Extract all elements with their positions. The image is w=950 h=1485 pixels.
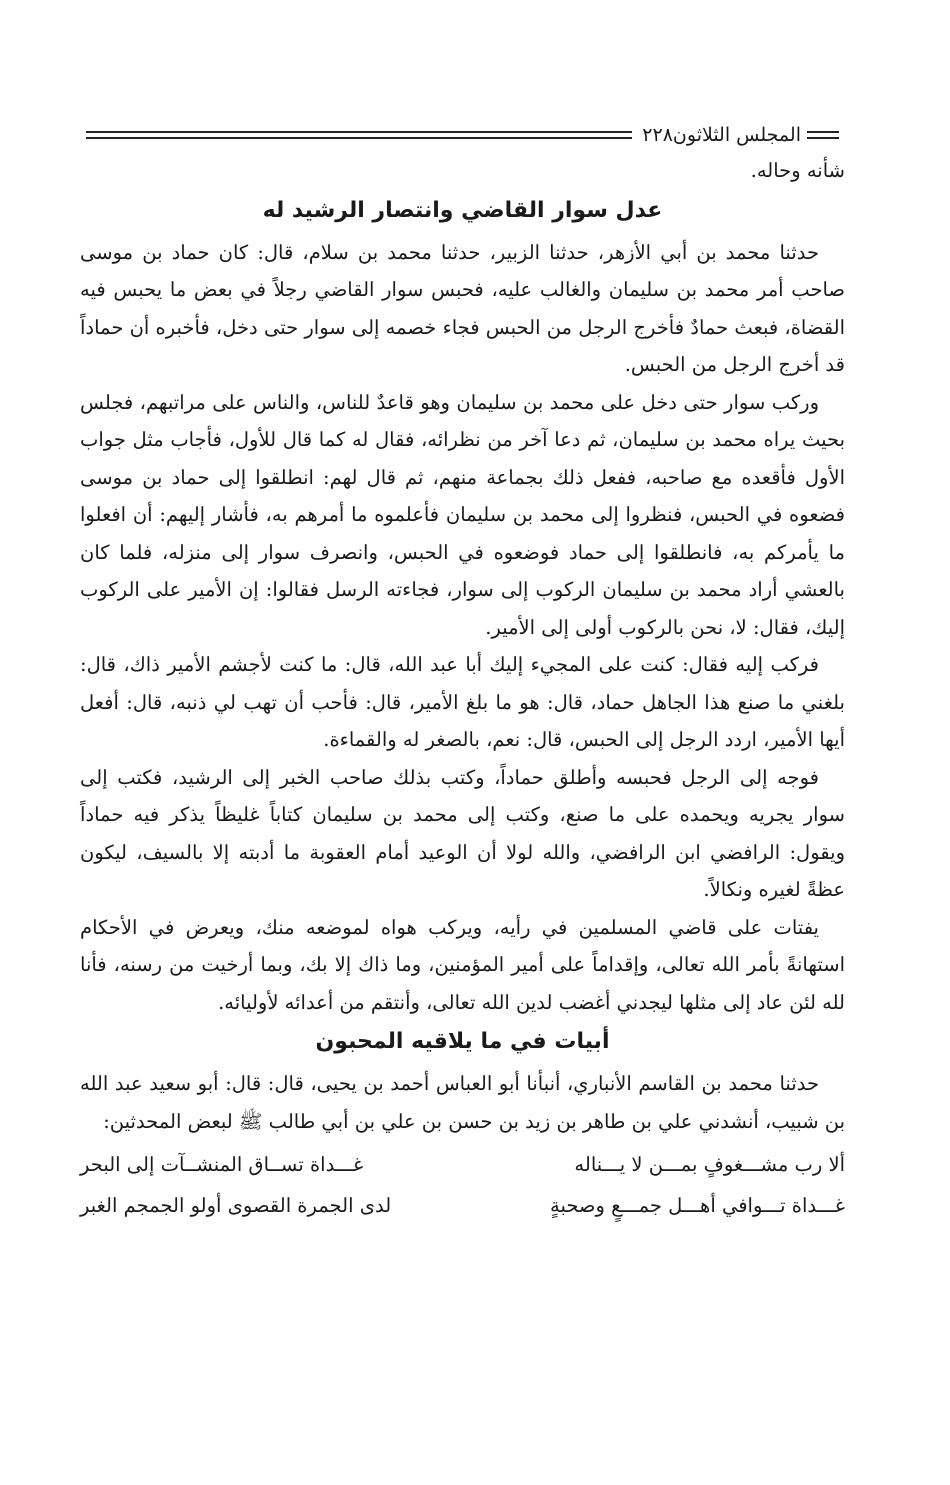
page-number: ٢٢٨ [642,124,673,146]
second-hemistich [80,1144,447,1185]
header-left-group [80,124,673,146]
section-heading-verses: أبيات في ما يلاقيه المحبون [315,1029,610,1054]
verse-line [80,1185,845,1226]
paragraph: يفتات على قاضي المسلمين في رأيه، ويركب هواه لموضعه منك، ويعرض في الأحكام استهانةً بأمر الله تعالى، وإقداماً على أمير المؤمنين، وما ذاك إلا بك، وبما أرخيت من رسنه، فأنا لله لئن عاد إلى مثلها ليجدني أغضب لدين الله تعالى، وأنتقم من أعدائه لأوليائه. [80,915,845,1014]
paragraph: حدثنا محمد بن أبي الأزهر، حدثنا الزبير، حدثنا محمد بن سلام، قال: كان حماد بن موسى صاحب أمر محمد بن سليمان والغالب عليه، فحبس سوار القاضي رجلاً في بعض ما يحبس فيه القضاة، فبعث حمادٌ فأخرج الرجل من الحبس فجاء خصمه إلى سوار حتى دخل، فأخبره أن حماداً قد أخرج الرجل من الحبس. [80,240,845,376]
paragraph: فركب إليه فقال: كنت على المجيء إليك أبا عبد الله، قال: ما كنت لأجشم الأمير ذاك، قال: بلغني ما صنع هذا الجاهل حماد، قال: هو ما بلغ الأمير، قال: فأحب أن تهب لي ذنبه، قال: أفعل أيها الأمير، اردد الرجل إلى الحبس، قال: نعم، بالصغر له والقماءة. [80,653,845,751]
running-header [80,118,845,152]
second-hemistich-text: لدى الجمرة القصوى أولو الجمجم الغبر [80,1194,392,1217]
paragraph: حدثنا محمد بن القاسم الأنباري، أنبأنا أبو العباس أحمد بن يحيى، قال: قال: أبو سعيد عبد الله بن شبيب، أنشدني علي بن طاهر بن زيد بن حسن بن علي بن أبي طالب ﷺ لبعض المحدثين: [80,1072,845,1133]
verse-line [80,1144,845,1185]
header-rule-short [807,131,839,139]
first-hemistich: ألا رب مشـــغوفٍ بمـــن لا يـــناله [574,1153,845,1176]
second-hemistich-text: غـــداة تســاق المنشــآت إلى البحر [80,1153,364,1176]
paragraph: وركب سوار حتى دخل على محمد بن سليمان وهو قاعدٌ للناس، والناس على مراتبهم، فجلس بحيث يراه محمد بن سليمان، ثم دعا آخر من نظرائه، فقال له كما قال للأول، فأجاب مثل جواب الأول فأقعده مع صاحبه، ففعل ذلك بجماعة منهم، ثم قال لهم: انطلقوا إلى حماد بن موسى فضعوه في الحبس، فنظروا إلى محمد بن سليمان فأعلموه ما أمرهم به، فأشار إليهم: أن افعلوا ما يأمركم به، فانطلقوا إلى حماد فوضعوه في الحبس، وانصرف سوار إلى منزله، فلما كان بالعشي أراد محمد بن سليمان الركوب إلى سوار، فجاءته الرسل فقالوا: إن الأمير على الركوب إليك، فقال: لا، نحن بالركوب أولى إلى الأمير. [80,390,845,639]
first-hemistich: غـــداة تـــوافي أهـــل جمـــعٍ وصحبةٍ [550,1194,845,1217]
paragraph: فوجه إلى الرجل فحبسه وأطلق حماداً، وكتب بذلك صاحب الخبر إلى الرشيد، فكتب إلى سوار يجريه ويحمده على ما صنع، وكتب إلى محمد بن سليمان كتاباً غليظاً يذكر فيه حماداً ويقول: الرافضي ابن الرافضي، والله لولا أن الوعيد أمام العقوبة ما أدبته إلا بالسيف، ليكون عظةً لغيره ونكالاً. [80,765,845,901]
book-page [80,118,845,1226]
poem [80,1144,845,1226]
intro-line: شأنه وحاله. [750,159,845,182]
second-hemistich [80,1185,447,1226]
header-rule-long [86,131,632,139]
chapter-title: المجلس الثلاثون [672,124,801,146]
section-heading-sawwar: عدل سوار القاضي وانتصار الرشيد له [262,197,663,223]
